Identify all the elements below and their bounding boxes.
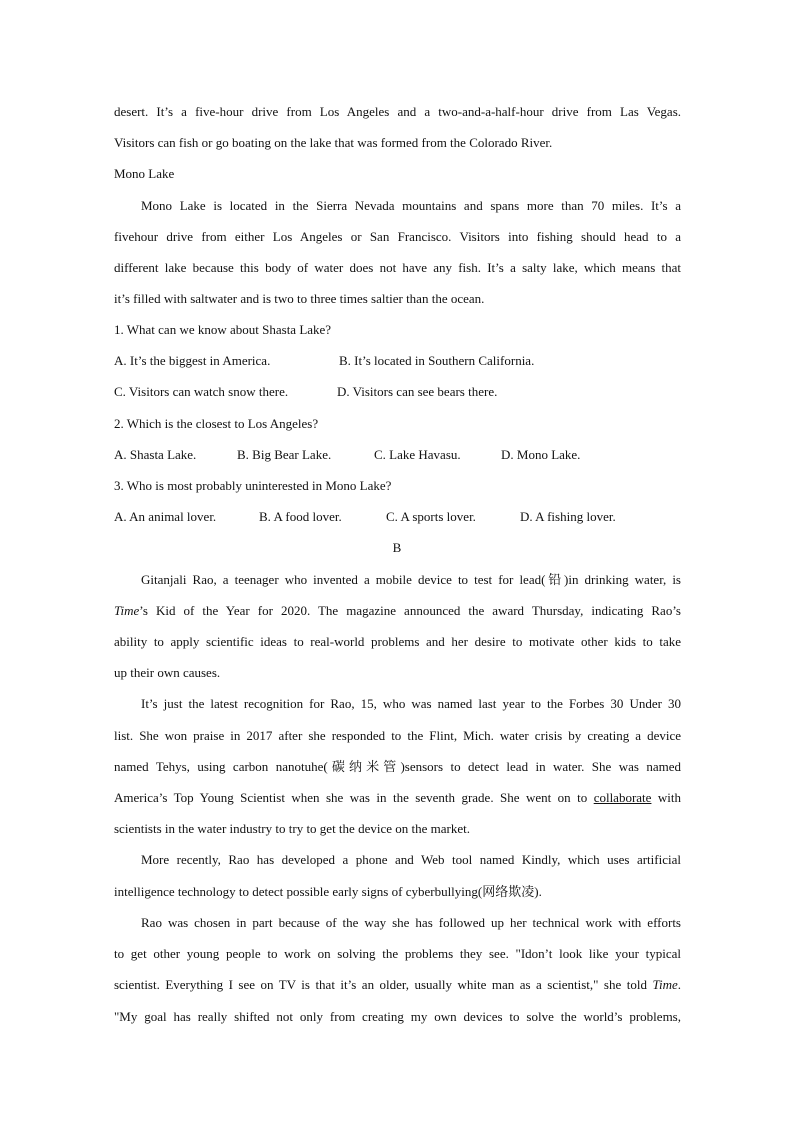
passage-b-line: named Tehys, using carbon nanotuhe(碳纳米管)sensors to detect lead in water. She was named [114,759,681,774]
passage-b-line: list. She won praise in 2017 after she responded to the Flint, Mich. water crisis by creating a device [114,728,681,743]
option-c: C. Visitors can watch snow there. [114,384,289,399]
passage-b-line: It’s just the latest recognition for Rao, 15, who was named last year to the Forbes 30 Under 30 [141,696,681,711]
magazine-title: Time [652,977,678,992]
mono-lake-line: it’s filled with saltwater and is two to three times saltier than the ocean. [114,291,485,306]
passage-b-line [114,976,681,994]
option-a: A. An animal lover. [114,509,217,524]
passage-b-line: scientists in the water industry to try to get the device on the market. [114,821,470,836]
mono-lake-line: fivehour drive from either Los Angeles or San Francisco. Visitors into fishing should head to a [114,229,681,244]
passage-b-text: America’s Top Young Scientist when she was in the seventh grade. She went on to [114,790,588,805]
option-b: B. It’s located in Southern California. [339,353,535,368]
passage-b-line: intelligence technology to detect possible early signs of cyberbullying(网络欺凌). [114,884,542,899]
section-heading-mono-lake: Mono Lake [114,166,175,181]
mono-lake-line: Mono Lake is located in the Sierra Nevada mountains and spans more than 70 miles. It’s a [141,198,681,213]
option-b: B. Big Bear Lake. [237,447,332,462]
option-a: A. It’s the biggest in America. [114,353,271,368]
underlined-word-collaborate: collaborate [593,790,652,805]
option-a: A. Shasta Lake. [114,447,197,462]
passage-b-line [114,789,681,807]
passage-a-line: desert. It’s a five-hour drive from Los Angeles and a two-and-a-half-hour drive from Las Vegas. [114,104,681,119]
option-c: C. A sports lover. [386,509,476,524]
passage-b-line: More recently, Rao has developed a phone and Web tool named Kindly, which uses artificial [141,852,681,867]
mono-lake-line: different lake because this body of water does not have any fish. It’s a salty lake, which means that [114,260,681,275]
option-d: D. Visitors can see bears there. [337,384,498,399]
section-label-b: B [392,540,402,555]
passage-b-line: to get other young people to work on solving the problems they see. "Idon’t look like your typical [114,946,681,961]
option-d: D. A fishing lover. [520,509,616,524]
passage-b-line: ability to apply scientific ideas to real-world problems and her desire to motivate other kids to take [114,634,681,649]
passage-b-line: Rao was chosen in part because of the way she has followed up her technical work with efforts [141,915,681,930]
question-stem: 2. Which is the closest to Los Angeles? [114,416,319,431]
passage-a-line: Visitors can fish or go boating on the lake that was formed from the Colorado River. [114,135,553,150]
question-stem: 1. What can we know about Shasta Lake? [114,322,332,337]
passage-b-line: "My goal has really shifted not only from creating my own devices to solve the world’s problems, [114,1009,681,1024]
passage-b-line [114,602,681,620]
passage-b-text: ’s Kid of the Year for 2020. The magazine announced the award Thursday, indicating Rao’s [139,603,681,618]
option-b: B. A food lover. [259,509,342,524]
passage-b-text: scientist. Everything I see on TV is that it’s an older, usually white man as a scientist," she told [114,977,647,992]
option-c: C. Lake Havasu. [374,447,461,462]
passage-b-text: . [677,977,681,992]
option-d: D. Mono Lake. [501,447,581,462]
magazine-title: Time [114,603,140,618]
question-stem: 3. Who is most probably uninterested in Mono Lake? [114,478,392,493]
passage-b-text: with [657,790,682,805]
passage-b-line: up their own causes. [114,665,221,680]
passage-b-line: Gitanjali Rao, a teenager who invented a mobile device to test for lead(铅)in drinking water, is [141,572,681,587]
